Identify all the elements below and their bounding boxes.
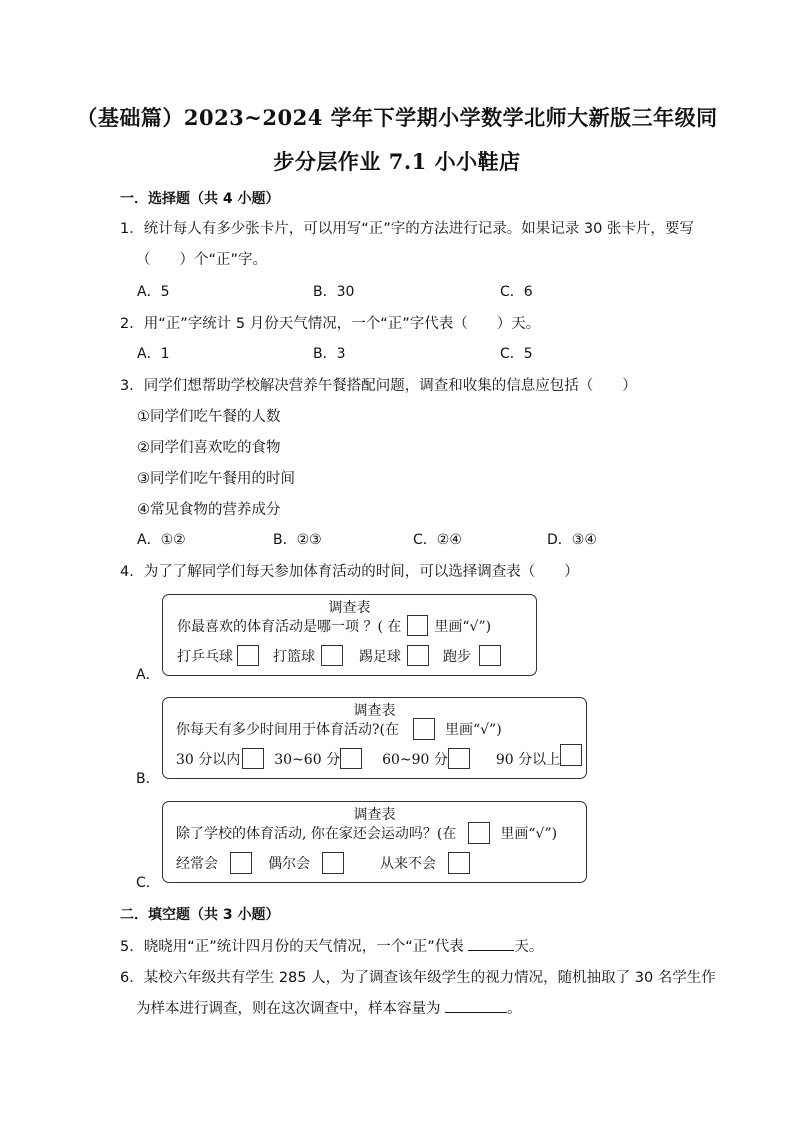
survey-a-checkbox-2[interactable]	[321, 645, 343, 666]
survey-b-choices	[176, 748, 582, 769]
question-6-text-cont: 为样本进行调查，则在这次调查中，样本容量为	[136, 1001, 446, 1017]
survey-a-choice-1: 打乒乓球	[177, 648, 233, 665]
survey-c-question	[176, 822, 557, 844]
survey-c-choices	[176, 852, 470, 874]
survey-a-mark-box	[407, 615, 428, 636]
q1-option-b[interactable]: B．30	[313, 284, 355, 300]
page-title-line-1: （基础篇）2023~2024 学年下学期小学数学北师大新版三年级同	[76, 105, 718, 130]
survey-a-question	[177, 615, 491, 636]
q3-option-d[interactable]: D．③④	[547, 532, 597, 548]
q5-answer-blank[interactable]	[468, 936, 514, 951]
survey-b-checkbox-1[interactable]	[242, 748, 264, 769]
survey-a-mark-text: 里画“√”)	[434, 618, 492, 635]
q6-answer-blank[interactable]	[445, 998, 507, 1013]
survey-b-choice-3: 60~90 分	[382, 751, 448, 768]
survey-table-b[interactable]	[162, 697, 587, 779]
survey-c-mark-text: 里画“√”)	[500, 826, 558, 842]
survey-c-checkbox-2[interactable]	[322, 852, 344, 874]
question-6-text: 6．某校六年级共有学生 285 人，为了调查该年级学生的视力情况，随机抽取了 30 名学生作	[120, 970, 716, 986]
survey-a-checkbox-4[interactable]	[479, 645, 501, 666]
survey-b-mark-text: 里画“√”)	[444, 722, 502, 738]
survey-a-choice-4: 跑步	[443, 648, 471, 665]
survey-b-question-text: 你每天有多少时间用于体育活动?(在	[176, 722, 399, 738]
survey-c-title: 调查表	[353, 807, 396, 823]
survey-c-checkbox-3[interactable]	[448, 852, 470, 874]
survey-a-choice-3: 踢足球	[359, 648, 401, 665]
question-6-text-end: 。	[507, 1001, 522, 1017]
question-3-text: 3．同学们想帮助学校解决营养午餐搭配问题，调查和收集的信息应包括（ ）	[120, 378, 637, 394]
survey-c-mark-box	[468, 822, 490, 844]
q3-item-1: ①同学们吃午餐的人数	[137, 409, 281, 425]
question-5	[120, 935, 543, 956]
q2-option-b[interactable]: B．3	[313, 346, 346, 362]
q3-item-4: ④常见食物的营养成分	[137, 502, 281, 518]
q4-option-c-label[interactable]: C．	[136, 875, 160, 891]
question-6-cont	[136, 997, 522, 1018]
survey-b-checkbox-3[interactable]	[448, 748, 470, 769]
question-1-text-cont: （ ）个“正”字。	[136, 252, 268, 268]
survey-c-question-text: 除了学校的体育活动, 你在家还会运动吗？(在	[176, 826, 457, 842]
q3-item-2: ②同学们喜欢吃的食物	[137, 440, 281, 456]
survey-a-checkbox-3[interactable]	[407, 645, 429, 666]
survey-table-c[interactable]	[162, 801, 587, 883]
q4-option-b-label[interactable]: B．	[136, 771, 160, 787]
survey-a-choices	[177, 645, 501, 666]
survey-c-checkbox-1[interactable]	[230, 852, 252, 874]
survey-b-checkbox-2[interactable]	[340, 748, 362, 769]
q1-option-a[interactable]: A．5	[137, 284, 170, 300]
question-2-text: 2．用“正”字统计 5 月份天气情况，一个“正”字代表（ ）天。	[120, 316, 541, 332]
question-5-text-end: 天。	[514, 939, 544, 955]
survey-b-title: 调查表	[353, 703, 396, 719]
q3-option-b[interactable]: B．②③	[273, 532, 322, 548]
q3-item-3: ③同学们吃午餐用的时间	[137, 471, 295, 487]
q2-option-c[interactable]: C．5	[500, 346, 533, 362]
survey-b-choice-4: 90 分以上	[495, 751, 561, 768]
survey-c-choice-1: 经常会	[176, 856, 218, 872]
question-4-text: 4．为了了解同学们每天参加体育活动的时间，可以选择调查表（ ）	[120, 564, 579, 580]
survey-a-title: 调查表	[328, 600, 371, 616]
q3-option-c[interactable]: C．②④	[413, 532, 462, 548]
survey-b-choice-1: 30 分以内	[176, 751, 241, 768]
survey-b-question	[176, 718, 502, 740]
page-title-line-2: 步分层作业 7.1 小小鞋店	[273, 149, 521, 174]
survey-b-mark-box	[413, 718, 435, 740]
survey-table-a[interactable]	[162, 594, 537, 676]
survey-a-choice-2: 打篮球	[273, 648, 315, 665]
q2-option-a[interactable]: A．1	[137, 346, 170, 362]
question-1-text: 1．统计每人有多少张卡片，可以用写“正”字的方法进行记录。如果记录 30 张卡片，要写	[120, 221, 694, 237]
survey-a-question-text: 你最喜欢的体育活动是哪一项 ？( 在	[177, 618, 402, 635]
section-heading-choice: 一．选择题（共 4 小题）	[120, 191, 280, 207]
q1-option-c[interactable]: C．6	[500, 284, 533, 300]
q4-option-a-label[interactable]: A．	[136, 667, 160, 683]
survey-b-checkbox-4[interactable]	[560, 744, 582, 766]
section-heading-fill: 二．填空题（共 3 小题）	[120, 907, 280, 923]
survey-c-choice-2: 偶尔会	[268, 856, 310, 872]
question-5-text: 5．晓晓用“正”统计四月份的天气情况，一个“正”代表	[120, 939, 469, 955]
survey-c-choice-3: 从来不会	[380, 856, 436, 872]
survey-b-choice-2: 30~60 分	[274, 751, 341, 768]
q3-option-a[interactable]: A．①②	[137, 532, 186, 548]
survey-a-checkbox-1[interactable]	[237, 645, 259, 666]
